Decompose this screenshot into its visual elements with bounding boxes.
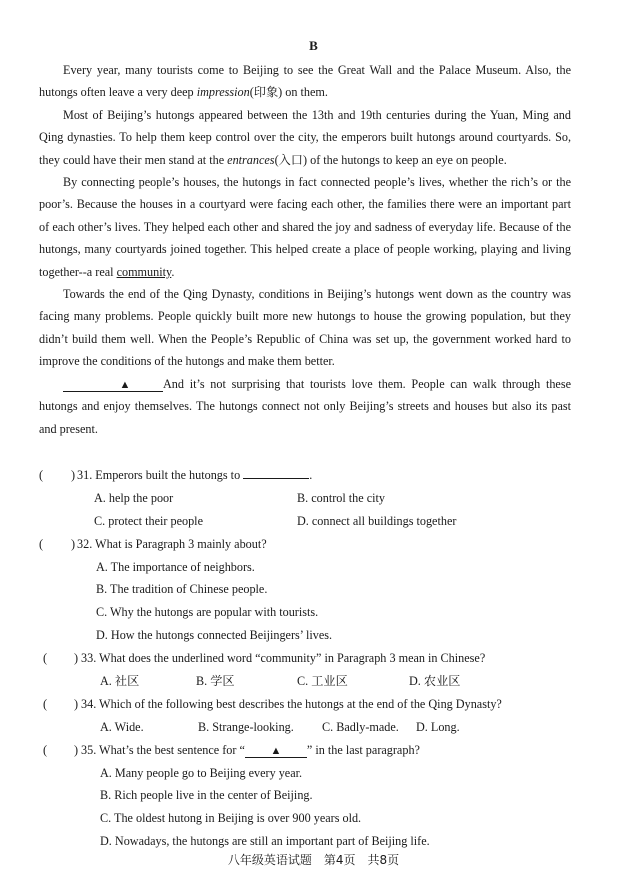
question-31: [39, 464, 584, 487]
paragraph-5: [39, 373, 571, 440]
question-35-text-end: ” in the last paragraph?: [306, 742, 420, 757]
question-35-option-a: [39, 762, 584, 785]
question-31-text: 31. Emperors built the hutongs to: [77, 468, 244, 482]
question-35-text: 35. What’s the best sentence for “: [81, 742, 245, 757]
option-d: D. 农业区: [409, 674, 461, 689]
option-c: C. Badly-made.: [322, 719, 399, 734]
option-c: C. 工业区: [297, 674, 348, 689]
option-d: D. Nowadays, the hutongs are still an important part of Beijing life.: [100, 834, 430, 849]
question-35: [39, 739, 584, 762]
option-a: A. 社区: [100, 674, 140, 689]
paragraph-3-text: By connecting people’s houses, the hutongs in fact connected people’s lives, whether the rich’s or the poor’s. Because the houses in a courtyard were facing each other, the families there were an important part of each other’s lives. They helped each other and shared the joy and sadness of everyday life. Because of the hutongs, many courtyards joined together. This helped create a place of people working, playing and living together--a real: [39, 175, 571, 279]
paragraph-1-text-end: (印象) on them.: [249, 85, 328, 100]
paragraph-1-text: Every year, many tourists come to Beijing to see the Great Wall and the Palace Museum. Also, the hutongs often leave a very deep: [39, 63, 571, 100]
option-a: A. help the poor: [94, 490, 174, 505]
section-heading: B: [309, 38, 318, 53]
word-impression: impression: [196, 85, 250, 100]
questions-section: [39, 464, 584, 853]
option-c: C. Why the hutongs are popular with tourists.: [96, 605, 319, 620]
question-32-option-b: [39, 578, 584, 601]
answer-paren-left: (: [43, 696, 48, 711]
paragraph-2-text-end: (入口) of the hutongs to keep an eye on people.: [274, 152, 507, 167]
question-32-option-a: [39, 556, 584, 579]
triangle-icon: ▲: [119, 378, 131, 391]
paragraph-2-text: Most of Beijing’s hutongs appeared between the 13th and 19th centuries during the Yuan, Ming and Qing dynasties. To help them keep control over the city, the emperors built hutongs around courtyards. So, they could have their men stand at the: [39, 107, 571, 167]
question-33-options: [39, 670, 584, 693]
paragraph-5-text: And it’s not surprising that tourists love them. People can walk through these hutongs and enjoy themselves. The hutongs connect not only Beijing’s streets and houses but also its past and present.: [39, 376, 571, 436]
option-a: A. Wide.: [100, 719, 144, 734]
question-34: [39, 693, 584, 716]
paragraph-4: Towards the end of the Qing Dynasty, conditions in Beijing’s hutongs went down as the country was facing many problems. People quickly built more new hutongs to house the growing population, but they didn’t build them well. When the People’s Republic of China was set up, the government worked hard to improve the conditions of the hutongs and make them better.: [39, 287, 571, 369]
option-d: D. Long.: [416, 719, 460, 734]
paragraph-3-text-end: .: [171, 264, 175, 279]
answer-paren-left: (: [39, 536, 44, 551]
question-35-option-b: [39, 784, 584, 807]
paragraph-1: [39, 59, 571, 104]
option-a: A. Many people go to Beijing every year.: [100, 765, 303, 780]
question-32: [39, 533, 584, 556]
question-32-stem: 32. What is Paragraph 3 mainly about?: [77, 536, 267, 551]
question-31-options-row-2: [39, 510, 584, 533]
option-d: D. connect all buildings together: [297, 513, 457, 528]
answer-paren-left: (: [43, 651, 48, 666]
word-entrances: entrances: [227, 152, 275, 167]
question-33: [39, 647, 584, 670]
paragraph-3: [39, 171, 571, 283]
option-d: D. How the hutongs connected Beijingers’ lives.: [96, 628, 333, 643]
option-b: B. The tradition of Chinese people.: [96, 582, 268, 597]
triangle-icon: ▲: [270, 744, 282, 757]
option-b: B. control the city: [297, 490, 386, 505]
page-footer: 八年级英语试题 第4页 共8页: [227, 853, 400, 867]
answer-blank-triangle: [245, 743, 307, 758]
reading-passage: [39, 59, 571, 440]
answer-paren-right: ): [74, 651, 79, 666]
paragraph-2: [39, 104, 571, 171]
question-34-stem: 34. Which of the following best describes the hutongs at the end of the Qing Dynasty?: [81, 696, 502, 711]
underlined-word-community: community: [116, 264, 172, 279]
answer-paren-right: ): [74, 696, 79, 711]
answer-paren-right: ): [74, 742, 79, 757]
question-35-option-c: [39, 807, 584, 830]
option-c: C. The oldest hutong in Beijing is over 900 years old.: [100, 811, 362, 826]
question-35-option-d: [39, 830, 584, 853]
question-31-options-row-1: [39, 487, 584, 510]
answer-blank-triangle: [63, 377, 163, 392]
answer-blank: [243, 464, 309, 479]
question-33-stem: 33. What does the underlined word “community” in Paragraph 3 mean in Chinese?: [81, 651, 486, 666]
question-32-option-c: [39, 601, 584, 624]
option-b: B. 学区: [196, 674, 235, 689]
question-35-stem: [81, 739, 420, 762]
option-a: A. The importance of neighbors.: [96, 559, 255, 574]
option-b: B. Rich people live in the center of Beijing.: [100, 788, 313, 803]
question-34-options: [39, 716, 584, 739]
answer-paren-left: (: [43, 742, 48, 757]
option-c: C. protect their people: [94, 513, 203, 528]
answer-paren-right: ): [71, 468, 76, 482]
question-31-period: .: [309, 468, 313, 482]
answer-paren-right: ): [71, 536, 76, 551]
question-31-stem: [77, 464, 312, 487]
answer-paren-left: (: [39, 468, 44, 482]
option-b: B. Strange-looking.: [198, 719, 294, 734]
question-32-option-d: [39, 624, 584, 647]
